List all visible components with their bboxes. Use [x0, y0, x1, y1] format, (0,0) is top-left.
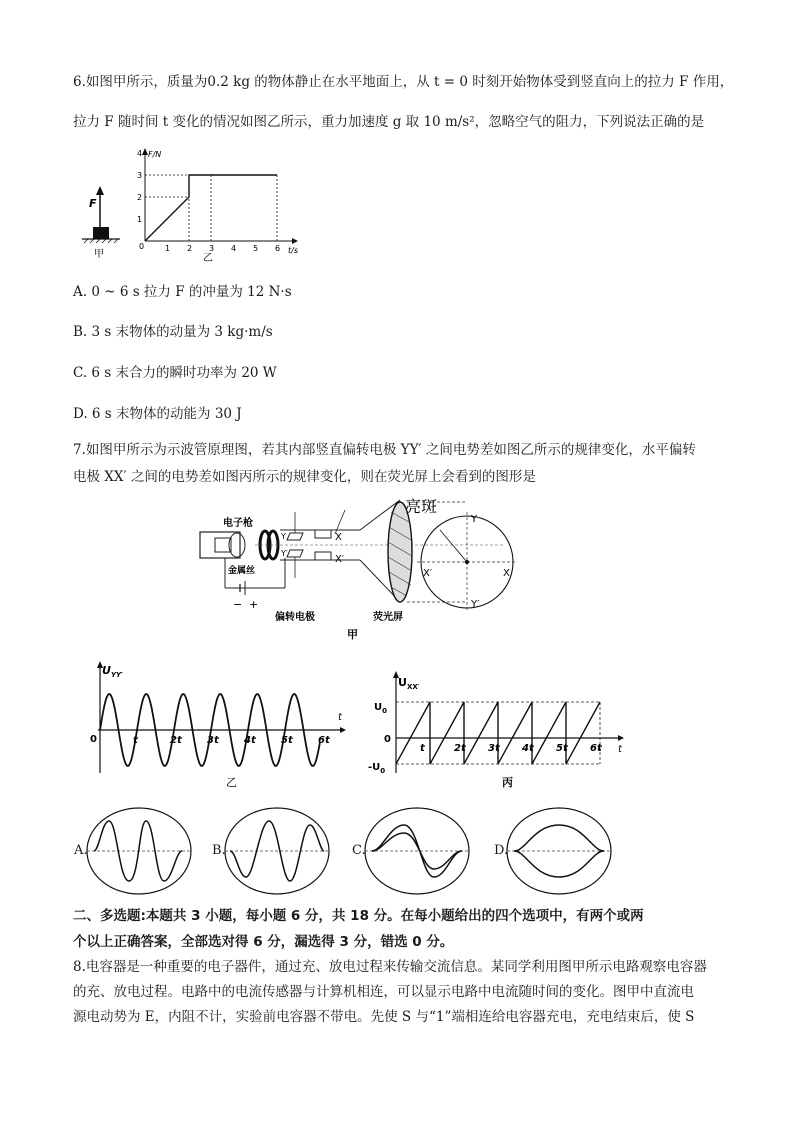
tube-filament-label: 金属丝	[228, 566, 256, 576]
q7-choice-b-screen	[222, 805, 332, 897]
yi-xtick-6: 6	[275, 244, 281, 253]
q6-option-b: B. 3 s 末物体的动量为 3 kg·m/s	[73, 324, 273, 340]
q6-option-c: C. 6 s 末合力的瞬时功率为 20 W	[73, 365, 277, 381]
yi-graph-tick-6: 6t	[318, 735, 330, 746]
bing-graph-tick-1: t	[420, 743, 425, 754]
yi-xtick-4: 4	[231, 244, 237, 253]
section2-line-2: 个以上正确答案，全部选对得 6 分，漏选得 3 分，错选 0 分。	[73, 934, 454, 950]
yi-y-axis-label: F/N	[148, 150, 162, 159]
choice-d-curve-2	[514, 851, 604, 877]
q6-option-a: A. 0 ~ 6 s 拉力 F 的冲量为 12 N·s	[73, 284, 292, 300]
q7-choice-a-screen	[84, 805, 194, 897]
q6-figure-yi-chart	[130, 145, 300, 263]
tube-spot-label: 亮斑	[405, 497, 438, 516]
front-y-label: Y	[471, 514, 478, 525]
bing-zero: 0	[384, 734, 391, 745]
tube-plus: +	[249, 598, 259, 611]
q7-line-1: 7.如图甲所示为示波管原理图，若其内部竖直偏转电极 YY′ 之间电势差如图乙所示的规律变化，水平偏转	[73, 442, 696, 458]
bing-ylabel: $U_{XX'}$	[398, 676, 420, 691]
bing-graph-tick-2: 2t	[454, 743, 466, 754]
yi-xtick-2: 2	[187, 244, 193, 253]
tube-x-prime-plate: X′	[335, 554, 345, 565]
bing-neg-u0: $-U_0$	[368, 762, 386, 775]
tube-y-plate: Y	[281, 532, 286, 541]
yi-graph-tick-4: 4t	[244, 735, 256, 746]
yi-ytick-4: 4	[137, 149, 143, 158]
section2-line-1: 二、多选题:本题共 3 小题，每小题 6 分，共 18 分。在每小题给出的四个选项中，有两个或两	[73, 908, 644, 924]
yi-zero: 0	[90, 734, 97, 745]
q7-choice-c-label: C.	[352, 843, 366, 858]
q7-oscilloscope-diagram	[195, 492, 535, 642]
bing-graph-caption: 丙	[502, 776, 513, 789]
yi-caption: 乙	[203, 253, 213, 264]
q8-line-3: 源电动势为 E，内阻不计，实验前电容器不带电。先使 S 与“1”端相连给电容器充电，充电结束后，使 S	[73, 1009, 695, 1025]
tube-deflector-label: 偏转电极	[275, 612, 315, 623]
q7-choice-d-screen	[504, 805, 614, 897]
yi-xtick-5: 5	[253, 244, 259, 253]
yi-ytick-1: 1	[137, 215, 143, 224]
q8-line-1: 8.电容器是一种重要的电子器件，通过充、放电过程来传输交流信息。某同学利用图甲所示电路观察电容器	[73, 959, 707, 975]
q7-choice-c-screen	[362, 805, 472, 897]
yi-graph-caption: 乙	[226, 776, 237, 789]
bing-graph-tick-6: 6t	[590, 743, 602, 754]
front-y-prime-label: Y′	[471, 599, 480, 610]
bing-x-axis: t	[618, 744, 622, 755]
yi-xtick-1: 1	[165, 244, 171, 253]
yi-ytick-3: 3	[137, 171, 143, 180]
yi-graph-tick-5: 5t	[281, 735, 293, 746]
q7-graph-yi	[88, 658, 348, 793]
yi-graph-tick-1: t	[133, 735, 138, 746]
tube-x-plate: X	[335, 532, 342, 543]
tube-minus: −	[233, 598, 243, 611]
yi-x-axis: t	[338, 712, 342, 723]
yi-graph-tick-3: 3t	[207, 735, 219, 746]
yi-graph-tick-2: 2t	[170, 735, 182, 746]
q6-option-d: D. 6 s 末物体的动能为 30 J	[73, 406, 242, 422]
front-x-label: X	[503, 568, 510, 579]
bing-sawtooth	[396, 702, 600, 764]
front-x-prime-label: X′	[423, 568, 433, 579]
q7-choice-b-label: B.	[212, 843, 226, 858]
q6-figure-jia	[80, 185, 130, 265]
bing-graph-tick-5: 5t	[556, 743, 568, 754]
choice-d-curve-1	[514, 825, 604, 851]
jia-caption: 甲	[94, 249, 104, 260]
yi-xtick-3: 3	[209, 244, 215, 253]
bing-graph-tick-4: 4t	[522, 743, 534, 754]
yi-ylabel: $U_{YY'}$	[102, 664, 123, 679]
q6-line-2: 拉力 F 随时间 t 变化的情况如图乙所示，重力加速度 g 取 10 m/s²，忽略空气的阻力，下列说法正确的是	[73, 114, 705, 130]
tube-y-prime-plate: Y′	[281, 549, 288, 558]
q8-line-2: 的充、放电过程。电路中的电流传感器与计算机相连，可以显示电路中电流随时间的变化。图甲中直流电	[73, 984, 694, 1000]
tube-gun-label: 电子枪	[223, 518, 253, 529]
q7-line-2: 电极 XX′ 之间的电势差如图丙所示的规律变化，则在荧光屏上会看到的图形是	[73, 469, 536, 485]
bing-u0: $U_0$	[374, 702, 387, 715]
q7-choice-d-label: D.	[494, 843, 509, 858]
yi-origin-label: 0	[139, 242, 145, 251]
yi-x-axis-label: t/s	[288, 246, 298, 255]
tube-caption: 甲	[347, 628, 358, 641]
jia-force-label: F	[89, 197, 97, 210]
q7-graph-bing	[366, 658, 626, 793]
yi-ytick-2: 2	[137, 193, 143, 202]
q7-choice-a-label: A.	[74, 843, 88, 858]
bing-graph-tick-3: 3t	[488, 743, 500, 754]
tube-screen-label: 荧光屏	[373, 612, 403, 623]
q6-line-1: 6.如图甲所示，质量为0.2 kg 的物体静止在水平地面上，从 t = 0 时刻开始物体受到竖直向上的拉力 F 作用，	[73, 74, 734, 90]
